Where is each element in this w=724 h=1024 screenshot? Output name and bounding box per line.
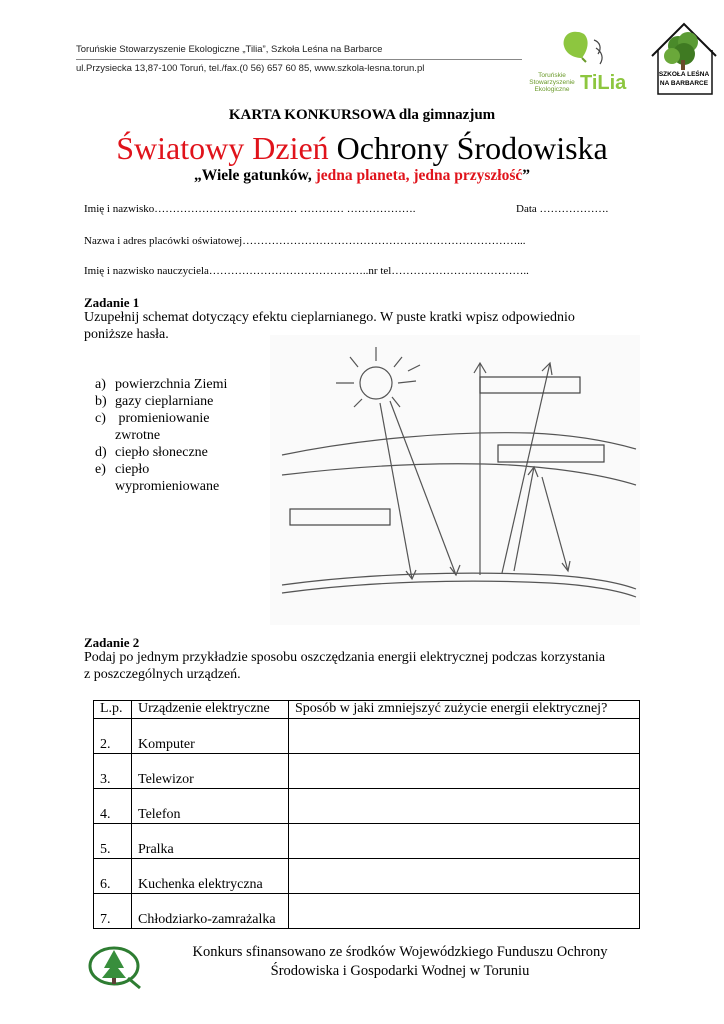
- tilia-small-line-2: Stowarzyszenie: [529, 79, 575, 86]
- row-device: Komputer: [132, 719, 289, 754]
- greenhouse-sketch: [270, 335, 640, 625]
- row-answer-cell[interactable]: [289, 719, 640, 754]
- school-logo-line-2: NA BARBARCE: [659, 80, 709, 87]
- task1-heading: Zadanie 1: [84, 295, 140, 310]
- main-title-black: Ochrony Środowiska: [328, 130, 608, 166]
- main-title: [0, 128, 724, 168]
- tilia-small-line-3: Ekologiczne: [534, 86, 570, 93]
- school-logo-line-1: SZKOŁA LEŚNA: [658, 71, 710, 78]
- footer-text: [150, 943, 650, 981]
- row-device: Kuchenka elektryczna: [132, 859, 289, 894]
- devices-table: [93, 700, 640, 929]
- subtitle: [0, 167, 724, 185]
- table-header-method: Sposób w jaki zmniejszyć zużycie energii elektrycznej?: [289, 701, 640, 719]
- tilia-small-line-1: Toruńskie: [538, 72, 566, 79]
- header-divider: [76, 59, 522, 60]
- subtitle-red: jedna planeta, jedna przyszłość: [315, 167, 523, 184]
- school-address-field[interactable]: Nazwa i adres placówki oświatowej…………………………………………………………………...: [84, 235, 526, 247]
- subtitle-end: ”: [522, 167, 530, 184]
- tilia-wordmark: TiLia: [580, 72, 627, 94]
- task2-text-line-1: Podaj po jednym przykładzie sposobu oszczędzania energii elektrycznej podczas korzystania: [84, 650, 606, 665]
- list-item: d) ciepło słoneczne: [95, 445, 208, 460]
- header-line-1: Toruńskie Stowarzyszenie Ekologiczne „Tilia”, Szkoła Leśna na Barbarce: [76, 44, 383, 55]
- row-device: Telewizor: [132, 754, 289, 789]
- task1-list: [95, 376, 227, 495]
- table-row: [94, 754, 640, 789]
- footer-line-1: Konkurs sfinansowano ze środków Wojewódzkiego Funduszu Ochrony: [192, 944, 608, 960]
- row-answer-cell[interactable]: [289, 789, 640, 824]
- teacher-field[interactable]: Imię i nazwisko nauczyciela……………………………………..nr tel………………………………..: [84, 265, 529, 277]
- task2-text-line-2: z poszczególnych urządzeń.: [84, 667, 241, 682]
- tree-q-icon: [84, 944, 144, 990]
- task1-text-line-1: Uzupełnij schemat dotyczący efektu cieplarnianego. W puste kratki wpisz odpowiednio: [84, 310, 575, 325]
- row-answer-cell[interactable]: [289, 824, 640, 859]
- row-lp: 3.: [94, 754, 132, 789]
- row-answer-cell[interactable]: [289, 859, 640, 894]
- task1-text-line-2: poniższe hasła.: [84, 327, 169, 342]
- subtitle-part-1: „Wiele gatunków,: [194, 167, 316, 184]
- row-answer-cell[interactable]: [289, 754, 640, 789]
- row-device: Telefon: [132, 789, 289, 824]
- table-header-lp: L.p.: [94, 701, 132, 719]
- row-lp: 5.: [94, 824, 132, 859]
- list-item: c) promieniowanie: [95, 411, 210, 426]
- greenhouse-diagram: [270, 335, 640, 625]
- row-lp: 7.: [94, 894, 132, 929]
- row-answer-cell[interactable]: [289, 894, 640, 929]
- table-row: [94, 824, 640, 859]
- footer-line-2: Środowiska i Gospodarki Wodnej w Toruniu: [270, 963, 530, 979]
- list-item: wypromieniowane: [115, 479, 220, 494]
- student-name-field[interactable]: Imię i nazwisko………………………………… ………… ……………….: [84, 203, 416, 215]
- list-item: e) ciepło: [95, 462, 150, 477]
- header-line-2: ul.Przysiecka 13,87-100 Toruń, tel./fax.(0 56) 657 60 85, www.szkola-lesna.torun.pl: [76, 63, 425, 74]
- list-item: a) powierzchnia Ziemi: [95, 377, 228, 392]
- table-row: [94, 894, 640, 929]
- wfosigw-logo: [84, 944, 144, 990]
- table-row: [94, 719, 640, 754]
- row-lp: 2.: [94, 719, 132, 754]
- table-header-row: [94, 701, 640, 719]
- list-item: zwrotne: [115, 428, 161, 443]
- table-row: [94, 859, 640, 894]
- row-device: Chłodziarko-zamrażalka: [132, 894, 289, 929]
- tilia-logo: [530, 28, 640, 100]
- task2-heading: Zadanie 2: [84, 635, 140, 650]
- sun-icon: [336, 347, 420, 407]
- row-lp: 6.: [94, 859, 132, 894]
- school-logo: [648, 20, 720, 98]
- date-field[interactable]: Data ……………….: [516, 203, 609, 215]
- table-row: [94, 789, 640, 824]
- form-title: KARTA KONKURSOWA dla gimnazjum: [228, 107, 496, 123]
- list-item: b) gazy cieplarniane: [95, 394, 214, 409]
- main-title-red: Światowy Dzień: [116, 130, 329, 166]
- table-header-device: Urządzenie elektryczne: [132, 701, 289, 719]
- row-lp: 4.: [94, 789, 132, 824]
- row-device: Pralka: [132, 824, 289, 859]
